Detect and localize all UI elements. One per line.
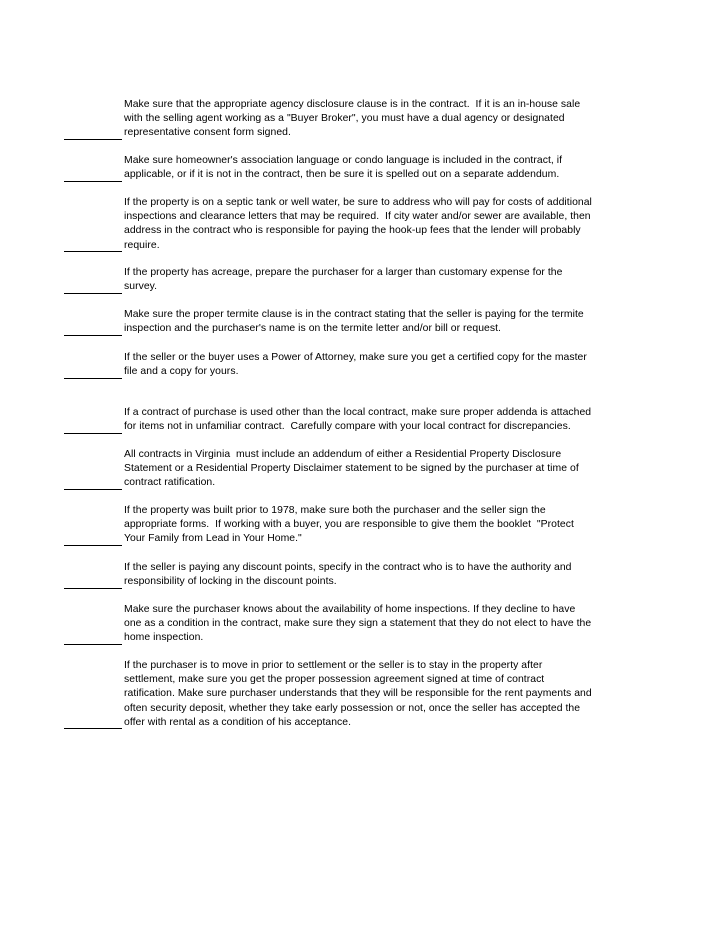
checkoff-line[interactable] xyxy=(64,378,122,379)
item-text: If the seller or the buyer uses a Power of Attorney, make sure you get a certified copy for the master file and a copy for yours. xyxy=(124,352,587,378)
item-text: If the property was built prior to 1978, make sure both the purchaser and the seller sign the appropriate forms. If working with a buyer, you are responsible to give them the booklet "Protect Your Family from Lead in Your Home." xyxy=(124,505,574,545)
item-text: If the purchaser is to move in prior to settlement or the seller is to stay in the property after settlement, make sure you get the proper possession agreement signed at time of contract ratification. Make sure purchaser understands that they will be responsible for the rent payments and often security deposit, whether they take early possession or not, once the seller has accepted the offer with rental as a condition of his acceptance. xyxy=(124,660,592,728)
checkoff-line[interactable] xyxy=(64,588,122,589)
item-text: Make sure the purchaser knows about the availability of home inspections. If they decline to have one as a condition in the contract, make sure they sign a statement that they do not elect to have the home inspection. xyxy=(124,604,592,644)
checkoff-line[interactable] xyxy=(64,181,122,182)
item-text: All contracts in Virginia must include an addendum of either a Residential Property Disclosure Statement or a Residential Property Disclaimer statement to be signed by the purchaser at time of contract ratification. xyxy=(124,449,579,489)
checkoff-line[interactable] xyxy=(64,251,122,252)
checkoff-line[interactable] xyxy=(64,293,122,294)
checkoff-line[interactable] xyxy=(64,335,122,336)
checkoff-line[interactable] xyxy=(64,545,122,546)
item-text: If a contract of purchase is used other than the local contract, make sure proper addenda is attached for items not in unfamiliar contract. Carefully compare with your local contract for discrepancies. xyxy=(124,407,592,433)
item-text: Make sure that the appropriate agency disclosure clause is in the contract. If it is an in-house sale with the selling agent working as a "Buyer Broker", you must have a dual agency or designated representative consent form signed. xyxy=(124,99,581,139)
item-text: Make sure homeowner's association language or condo language is included in the contract, if applicable, or if it is not in the contract, then be sure it is spelled out on a separate addendum. xyxy=(124,155,563,181)
item-text: If the seller is paying any discount points, specify in the contract who is to have the authority and responsibility of locking in the discount points. xyxy=(124,562,572,588)
checkoff-line[interactable] xyxy=(64,433,122,434)
checkoff-line[interactable] xyxy=(64,489,122,490)
item-text: If the property is on a septic tank or well water, be sure to address who will pay for costs of additional inspections and clearance letters that may be required. If city water and/or sewer are available, then address in the contract who is responsible for paying the hook-up fees that the lender will probably require. xyxy=(124,197,592,251)
item-text: If the property has acreage, prepare the purchaser for a larger than customary expense for the survey. xyxy=(124,267,563,293)
checkoff-line[interactable] xyxy=(64,644,122,645)
checkoff-line[interactable] xyxy=(64,728,122,729)
item-text: Make sure the proper termite clause is in the contract stating that the seller is paying for the termite inspection and the purchaser's name is on the termite letter and/or bill or request. xyxy=(124,309,584,335)
checkoff-line[interactable] xyxy=(64,139,122,140)
